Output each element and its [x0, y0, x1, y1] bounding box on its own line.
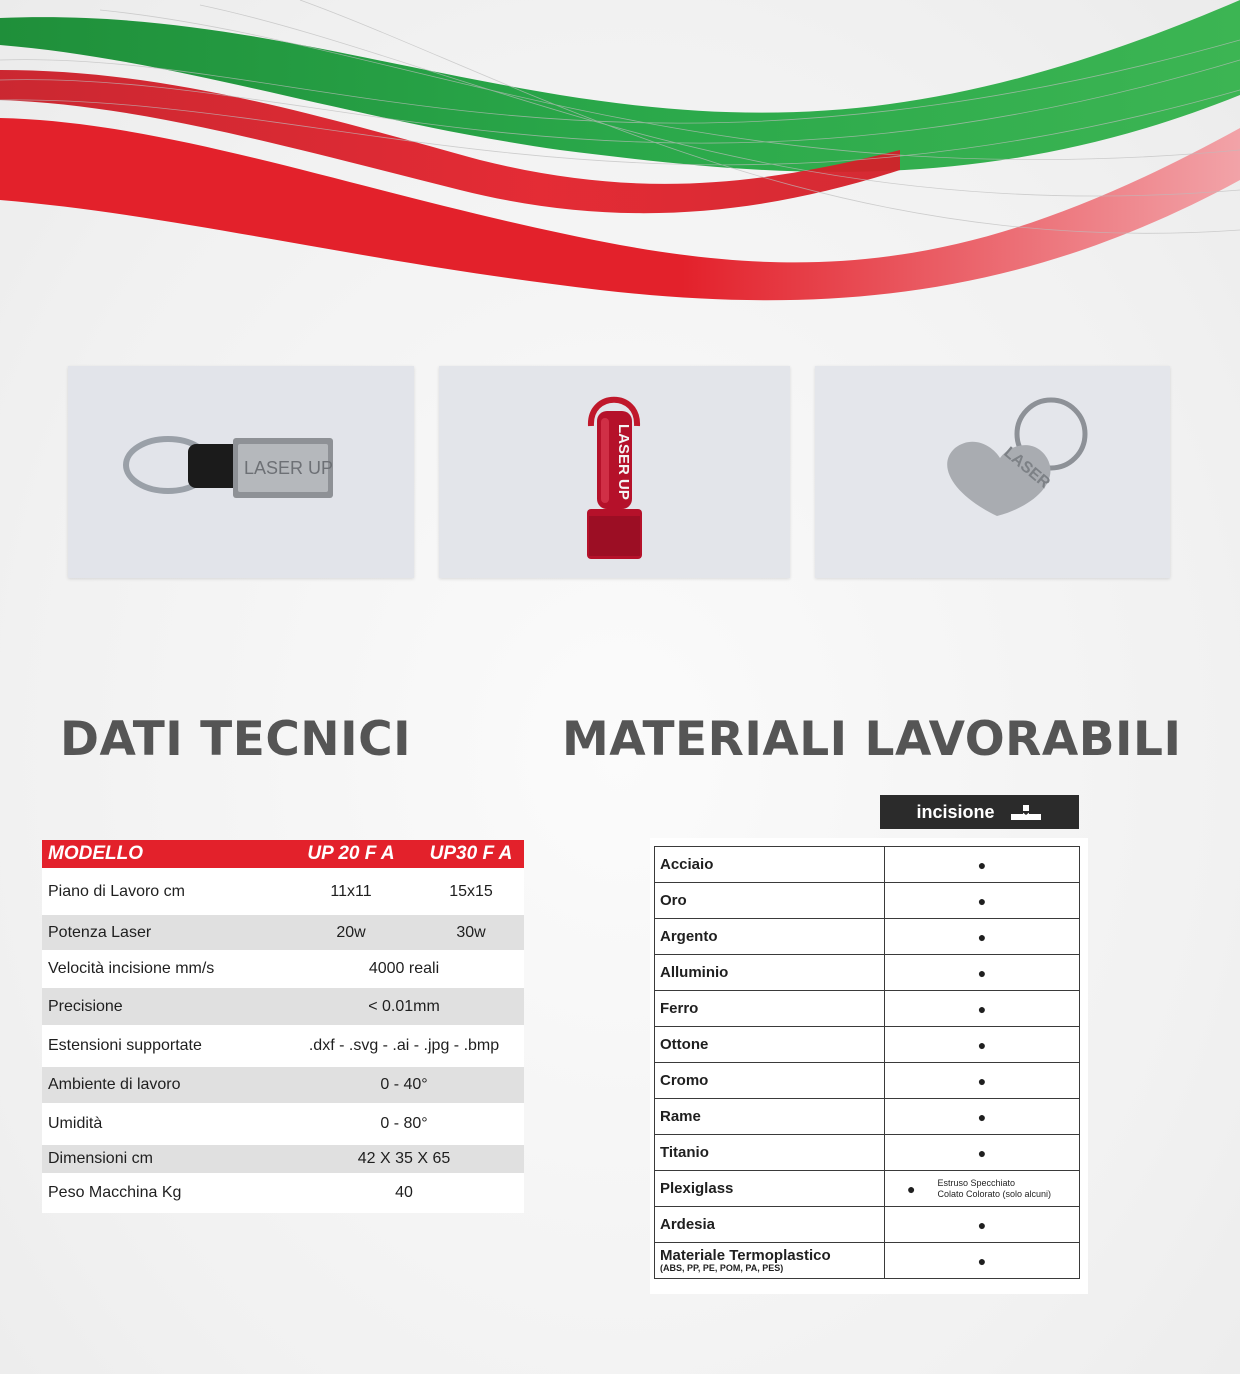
spec-label: Velocità incisione mm/s: [42, 950, 284, 988]
material-mark: ●: [885, 1207, 1080, 1243]
spec-label: Piano di Lavoro cm: [42, 868, 284, 915]
material-note-line: Estruso Specchiato: [937, 1177, 1016, 1188]
material-row: [655, 991, 1080, 1027]
spec-value: 0 - 80°: [284, 1103, 524, 1145]
material-row: [655, 1135, 1080, 1171]
spec-label: Dimensioni cm: [42, 1145, 284, 1173]
material-row: [655, 919, 1080, 955]
spec-row: [42, 1067, 524, 1103]
spec-row: [42, 950, 524, 988]
material-mark: ●: [885, 847, 1080, 883]
photo-leather-keyfob: [68, 366, 414, 578]
material-subnote: (ABS, PP, PE, POM, PA, PES): [660, 1263, 784, 1273]
svg-text:LASER: LASER: [1000, 444, 1053, 492]
spec-row: [42, 1025, 524, 1067]
spec-value: 4000 reali: [284, 950, 524, 988]
material-name: Alluminio: [655, 955, 885, 991]
material-name: Argento: [655, 919, 885, 955]
material-mark: ●: [885, 955, 1080, 991]
material-mark: ●: [885, 1063, 1080, 1099]
material-mark: ●: [907, 1180, 916, 1197]
spec-value: 42 X 35 X 65: [284, 1145, 524, 1173]
spec-row: [42, 1103, 524, 1145]
spec-value: .dxf - .svg - .ai - .jpg - .bmp: [284, 1025, 524, 1067]
material-row: [655, 847, 1080, 883]
material-row: [655, 1243, 1080, 1279]
material-row: [655, 1207, 1080, 1243]
incisione-label: incisione: [916, 801, 995, 822]
material-name-with-note: [655, 1243, 885, 1279]
material-note-line: Colato Colorato (solo alcuni): [937, 1188, 1052, 1199]
spec-label: Ambiente di lavoro: [42, 1067, 284, 1103]
spec-value-up30: 15x15: [418, 868, 524, 915]
spec-value-up20: 11x11: [284, 868, 418, 915]
spec-row: [42, 915, 524, 950]
material-row: [655, 1027, 1080, 1063]
material-name: Ardesia: [655, 1207, 885, 1243]
material-name: Materiale Termoplastico: [660, 1247, 831, 1264]
photo-red-keychain: [439, 366, 790, 578]
svg-text:LASER UP: LASER UP: [244, 458, 334, 478]
spec-label: Precisione: [42, 988, 284, 1025]
spec-value-up30: 30w: [418, 915, 524, 950]
spec-header-row: [42, 840, 524, 868]
materials-table: [654, 846, 1080, 1279]
material-mark: ●: [885, 1099, 1080, 1135]
spec-header-model: MODELLO: [42, 840, 284, 868]
spec-label: Estensioni supportate: [42, 1025, 284, 1067]
svg-text:LASER UP: LASER UP: [615, 424, 632, 500]
spec-label: Umidità: [42, 1103, 284, 1145]
spec-row: [42, 1173, 524, 1213]
photo-heart-tag: [815, 366, 1170, 578]
material-mark: ●: [885, 919, 1080, 955]
flag-wave-banner: [0, 0, 1240, 320]
material-name: Ottone: [655, 1027, 885, 1063]
material-mark: ●: [885, 991, 1080, 1027]
material-mark-with-note: [885, 1171, 1080, 1207]
technical-data-table: [42, 840, 524, 1213]
spec-value: 40: [284, 1173, 524, 1213]
engraving-icon: [1009, 802, 1043, 822]
spec-header-up30: UP30 F A: [418, 840, 524, 868]
material-row: [655, 1099, 1080, 1135]
material-mark: ●: [885, 1027, 1080, 1063]
material-name: Rame: [655, 1099, 885, 1135]
material-row: [655, 883, 1080, 919]
material-name: Plexiglass: [655, 1171, 885, 1207]
spec-label: Potenza Laser: [42, 915, 284, 950]
materiali-lavorabili-title: MATERIALI LAVORABILI: [562, 712, 1182, 767]
spec-header-up20: UP 20 F A: [284, 840, 418, 868]
spec-value-up20: 20w: [284, 915, 418, 950]
material-mark: ●: [885, 1135, 1080, 1171]
material-row: [655, 1171, 1080, 1207]
material-row: [655, 955, 1080, 991]
spec-row: [42, 1145, 524, 1173]
material-mark: ●: [885, 1243, 1080, 1279]
material-name: Ferro: [655, 991, 885, 1027]
material-row: [655, 1063, 1080, 1099]
material-name: Oro: [655, 883, 885, 919]
spec-value: 0 - 40°: [284, 1067, 524, 1103]
material-mark: ●: [885, 883, 1080, 919]
spec-row: [42, 868, 524, 915]
spec-value: < 0.01mm: [284, 988, 524, 1025]
material-name: Acciaio: [655, 847, 885, 883]
spec-label: Peso Macchina Kg: [42, 1173, 284, 1213]
material-name: Cromo: [655, 1063, 885, 1099]
spec-row: [42, 988, 524, 1025]
dati-tecnici-title: DATI TECNICI: [60, 712, 412, 767]
incisione-header: [880, 795, 1079, 829]
material-name: Titanio: [655, 1135, 885, 1171]
